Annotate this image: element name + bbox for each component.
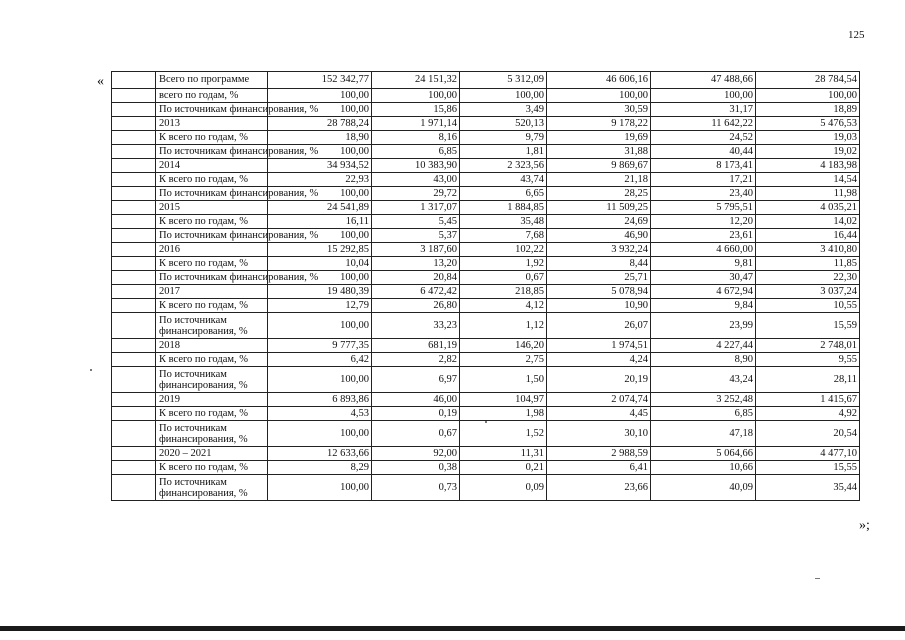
value-cell: 5 795,51 bbox=[651, 201, 756, 215]
value-cell: 3 410,80 bbox=[756, 243, 860, 257]
value-cell: 31,88 bbox=[547, 145, 651, 159]
value-cell: 100,00 bbox=[268, 421, 372, 447]
value-cell: 23,61 bbox=[651, 229, 756, 243]
row-label: По источникам финансирования, % bbox=[156, 475, 268, 501]
value-cell: 4 035,21 bbox=[756, 201, 860, 215]
value-cell: 16,44 bbox=[756, 229, 860, 243]
row-label: По источникам финансирования, % bbox=[156, 187, 268, 201]
value-cell: 30,10 bbox=[547, 421, 651, 447]
table-row bbox=[112, 72, 860, 89]
value-cell: 29,72 bbox=[372, 187, 460, 201]
value-cell: 16,11 bbox=[268, 215, 372, 229]
value-cell: 0,21 bbox=[460, 461, 547, 475]
value-cell: 14,02 bbox=[756, 215, 860, 229]
value-cell: 0,73 bbox=[372, 475, 460, 501]
value-cell: 15,86 bbox=[372, 103, 460, 117]
value-cell: 5,45 bbox=[372, 215, 460, 229]
value-cell: 46 606,16 bbox=[547, 72, 651, 89]
value-cell: 520,13 bbox=[460, 117, 547, 131]
row-label: По источникам финансирования, % bbox=[156, 103, 268, 117]
value-cell: 28,25 bbox=[547, 187, 651, 201]
value-cell: 15,55 bbox=[756, 461, 860, 475]
empty-cell bbox=[112, 103, 156, 117]
empty-cell bbox=[112, 285, 156, 299]
value-cell: 8,44 bbox=[547, 257, 651, 271]
value-cell: 104,97 bbox=[460, 393, 547, 407]
value-cell: 100,00 bbox=[268, 313, 372, 339]
value-cell: 18,89 bbox=[756, 103, 860, 117]
value-cell: 4 672,94 bbox=[651, 285, 756, 299]
value-cell: 92,00 bbox=[372, 447, 460, 461]
empty-cell bbox=[112, 447, 156, 461]
row-label: 2015 bbox=[156, 201, 268, 215]
value-cell: 3 932,24 bbox=[547, 243, 651, 257]
value-cell: 100,00 bbox=[268, 145, 372, 159]
table-row bbox=[112, 229, 860, 243]
value-cell: 30,47 bbox=[651, 271, 756, 285]
value-cell: 20,84 bbox=[372, 271, 460, 285]
empty-cell bbox=[112, 461, 156, 475]
value-cell: 1,52 bbox=[460, 421, 547, 447]
row-label: К всего по годам, % bbox=[156, 257, 268, 271]
value-cell: 11 509,25 bbox=[547, 201, 651, 215]
empty-cell bbox=[112, 215, 156, 229]
row-label: По источникам финансирования, % bbox=[156, 313, 268, 339]
value-cell: 1 884,85 bbox=[460, 201, 547, 215]
row-label: Всего по программе bbox=[156, 72, 268, 89]
row-label: К всего по годам, % bbox=[156, 215, 268, 229]
value-cell: 9 178,22 bbox=[547, 117, 651, 131]
value-cell: 21,18 bbox=[547, 173, 651, 187]
value-cell: 24 541,89 bbox=[268, 201, 372, 215]
value-cell: 0,09 bbox=[460, 475, 547, 501]
value-cell: 4,53 bbox=[268, 407, 372, 421]
empty-cell bbox=[112, 243, 156, 257]
value-cell: 26,07 bbox=[547, 313, 651, 339]
table-row bbox=[112, 407, 860, 421]
empty-cell bbox=[112, 271, 156, 285]
value-cell: 146,20 bbox=[460, 339, 547, 353]
row-label: По источникам финансирования, % bbox=[156, 229, 268, 243]
value-cell: 28 784,54 bbox=[756, 72, 860, 89]
value-cell: 6,97 bbox=[372, 367, 460, 393]
table-row bbox=[112, 313, 860, 339]
value-cell: 30,59 bbox=[547, 103, 651, 117]
value-cell: 100,00 bbox=[372, 89, 460, 103]
value-cell: 11,98 bbox=[756, 187, 860, 201]
value-cell: 11,31 bbox=[460, 447, 547, 461]
table-row bbox=[112, 285, 860, 299]
value-cell: 9,55 bbox=[756, 353, 860, 367]
row-label: К всего по годам, % bbox=[156, 407, 268, 421]
table-row bbox=[112, 393, 860, 407]
value-cell: 23,66 bbox=[547, 475, 651, 501]
value-cell: 5 078,94 bbox=[547, 285, 651, 299]
row-label: К всего по годам, % bbox=[156, 461, 268, 475]
value-cell: 4,92 bbox=[756, 407, 860, 421]
value-cell: 218,85 bbox=[460, 285, 547, 299]
empty-cell bbox=[112, 353, 156, 367]
value-cell: 100,00 bbox=[460, 89, 547, 103]
value-cell: 100,00 bbox=[268, 89, 372, 103]
value-cell: 22,93 bbox=[268, 173, 372, 187]
value-cell: 2 748,01 bbox=[756, 339, 860, 353]
empty-cell bbox=[112, 187, 156, 201]
value-cell: 1,92 bbox=[460, 257, 547, 271]
value-cell: 4,45 bbox=[547, 407, 651, 421]
value-cell: 1 974,51 bbox=[547, 339, 651, 353]
value-cell: 4 183,98 bbox=[756, 159, 860, 173]
value-cell: 2,75 bbox=[460, 353, 547, 367]
table-row bbox=[112, 257, 860, 271]
value-cell: 100,00 bbox=[651, 89, 756, 103]
value-cell: 0,38 bbox=[372, 461, 460, 475]
value-cell: 100,00 bbox=[268, 229, 372, 243]
row-label: 2014 bbox=[156, 159, 268, 173]
row-label: К всего по годам, % bbox=[156, 299, 268, 313]
row-label: По источникам финансирования, % bbox=[156, 367, 268, 393]
value-cell: 20,54 bbox=[756, 421, 860, 447]
table-row bbox=[112, 159, 860, 173]
value-cell: 31,17 bbox=[651, 103, 756, 117]
value-cell: 5 064,66 bbox=[651, 447, 756, 461]
empty-cell bbox=[112, 145, 156, 159]
empty-cell bbox=[112, 89, 156, 103]
empty-cell bbox=[112, 173, 156, 187]
scan-speck bbox=[815, 578, 820, 579]
value-cell: 0,19 bbox=[372, 407, 460, 421]
row-label: 2018 bbox=[156, 339, 268, 353]
value-cell: 43,00 bbox=[372, 173, 460, 187]
scan-bottom-edge bbox=[0, 626, 905, 631]
value-cell: 1 415,67 bbox=[756, 393, 860, 407]
value-cell: 5 476,53 bbox=[756, 117, 860, 131]
table-row bbox=[112, 145, 860, 159]
value-cell: 34 934,52 bbox=[268, 159, 372, 173]
value-cell: 102,22 bbox=[460, 243, 547, 257]
table-row bbox=[112, 117, 860, 131]
value-cell: 19,02 bbox=[756, 145, 860, 159]
value-cell: 12 633,66 bbox=[268, 447, 372, 461]
empty-cell bbox=[112, 475, 156, 501]
value-cell: 2,82 bbox=[372, 353, 460, 367]
value-cell: 10,66 bbox=[651, 461, 756, 475]
table-row bbox=[112, 173, 860, 187]
value-cell: 9 869,67 bbox=[547, 159, 651, 173]
value-cell: 17,21 bbox=[651, 173, 756, 187]
table-row bbox=[112, 201, 860, 215]
value-cell: 6,42 bbox=[268, 353, 372, 367]
value-cell: 12,79 bbox=[268, 299, 372, 313]
table-row bbox=[112, 131, 860, 145]
value-cell: 2 074,74 bbox=[547, 393, 651, 407]
empty-cell bbox=[112, 421, 156, 447]
value-cell: 6,85 bbox=[651, 407, 756, 421]
value-cell: 33,23 bbox=[372, 313, 460, 339]
value-cell: 0,67 bbox=[372, 421, 460, 447]
empty-cell bbox=[112, 257, 156, 271]
value-cell: 5 312,09 bbox=[460, 72, 547, 89]
value-cell: 4,12 bbox=[460, 299, 547, 313]
row-label: К всего по годам, % bbox=[156, 173, 268, 187]
value-cell: 19,03 bbox=[756, 131, 860, 145]
value-cell: 23,40 bbox=[651, 187, 756, 201]
value-cell: 11,85 bbox=[756, 257, 860, 271]
value-cell: 0,67 bbox=[460, 271, 547, 285]
table-row bbox=[112, 421, 860, 447]
value-cell: 8,90 bbox=[651, 353, 756, 367]
table-row bbox=[112, 475, 860, 501]
row-label: всего по годам, % bbox=[156, 89, 268, 103]
empty-cell bbox=[112, 159, 156, 173]
value-cell: 3 252,48 bbox=[651, 393, 756, 407]
empty-cell bbox=[112, 72, 156, 89]
table-row bbox=[112, 187, 860, 201]
value-cell: 3 037,24 bbox=[756, 285, 860, 299]
value-cell: 28 788,24 bbox=[268, 117, 372, 131]
value-cell: 26,80 bbox=[372, 299, 460, 313]
value-cell: 100,00 bbox=[268, 475, 372, 501]
empty-cell bbox=[112, 299, 156, 313]
value-cell: 2 323,56 bbox=[460, 159, 547, 173]
value-cell: 10,55 bbox=[756, 299, 860, 313]
value-cell: 19 480,39 bbox=[268, 285, 372, 299]
value-cell: 10,04 bbox=[268, 257, 372, 271]
value-cell: 35,48 bbox=[460, 215, 547, 229]
row-label: По источникам финансирования, % bbox=[156, 271, 268, 285]
table-row bbox=[112, 271, 860, 285]
value-cell: 47 488,66 bbox=[651, 72, 756, 89]
value-cell: 100,00 bbox=[268, 271, 372, 285]
value-cell: 6,85 bbox=[372, 145, 460, 159]
value-cell: 1 317,07 bbox=[372, 201, 460, 215]
value-cell: 100,00 bbox=[268, 187, 372, 201]
value-cell: 24,69 bbox=[547, 215, 651, 229]
value-cell: 6 893,86 bbox=[268, 393, 372, 407]
row-label: 2017 bbox=[156, 285, 268, 299]
table-row bbox=[112, 299, 860, 313]
row-label: По источникам финансирования, % bbox=[156, 145, 268, 159]
value-cell: 8 173,41 bbox=[651, 159, 756, 173]
value-cell: 20,19 bbox=[547, 367, 651, 393]
empty-cell bbox=[112, 201, 156, 215]
value-cell: 7,68 bbox=[460, 229, 547, 243]
empty-cell bbox=[112, 131, 156, 145]
value-cell: 15 292,85 bbox=[268, 243, 372, 257]
value-cell: 6,65 bbox=[460, 187, 547, 201]
empty-cell bbox=[112, 393, 156, 407]
value-cell: 46,90 bbox=[547, 229, 651, 243]
scan-speck bbox=[90, 369, 92, 371]
value-cell: 11 642,22 bbox=[651, 117, 756, 131]
row-label: К всего по годам, % bbox=[156, 131, 268, 145]
value-cell: 3 187,60 bbox=[372, 243, 460, 257]
value-cell: 681,19 bbox=[372, 339, 460, 353]
value-cell: 14,54 bbox=[756, 173, 860, 187]
row-label: 2016 bbox=[156, 243, 268, 257]
funding-table bbox=[111, 71, 860, 501]
table-row bbox=[112, 367, 860, 393]
table-row bbox=[112, 89, 860, 103]
value-cell: 152 342,77 bbox=[268, 72, 372, 89]
value-cell: 6 472,42 bbox=[372, 285, 460, 299]
value-cell: 13,20 bbox=[372, 257, 460, 271]
value-cell: 8,29 bbox=[268, 461, 372, 475]
value-cell: 9,81 bbox=[651, 257, 756, 271]
value-cell: 43,74 bbox=[460, 173, 547, 187]
value-cell: 19,69 bbox=[547, 131, 651, 145]
value-cell: 40,09 bbox=[651, 475, 756, 501]
value-cell: 2 988,59 bbox=[547, 447, 651, 461]
empty-cell bbox=[112, 229, 156, 243]
value-cell: 18,90 bbox=[268, 131, 372, 145]
row-label: 2013 bbox=[156, 117, 268, 131]
value-cell: 9,79 bbox=[460, 131, 547, 145]
empty-cell bbox=[112, 313, 156, 339]
closing-quote-mark: »; bbox=[859, 518, 870, 533]
value-cell: 100,00 bbox=[268, 103, 372, 117]
value-cell: 25,71 bbox=[547, 271, 651, 285]
value-cell: 10,90 bbox=[547, 299, 651, 313]
value-cell: 22,30 bbox=[756, 271, 860, 285]
scan-speck bbox=[485, 421, 487, 423]
value-cell: 43,24 bbox=[651, 367, 756, 393]
empty-cell bbox=[112, 407, 156, 421]
page-number: 125 bbox=[848, 29, 865, 41]
funding-table-body bbox=[112, 72, 860, 501]
value-cell: 100,00 bbox=[268, 367, 372, 393]
table-row bbox=[112, 103, 860, 117]
table-row bbox=[112, 339, 860, 353]
value-cell: 4 660,00 bbox=[651, 243, 756, 257]
value-cell: 1,98 bbox=[460, 407, 547, 421]
value-cell: 8,16 bbox=[372, 131, 460, 145]
value-cell: 1,50 bbox=[460, 367, 547, 393]
value-cell: 100,00 bbox=[756, 89, 860, 103]
row-label: По источникам финансирования, % bbox=[156, 421, 268, 447]
value-cell: 6,41 bbox=[547, 461, 651, 475]
value-cell: 15,59 bbox=[756, 313, 860, 339]
value-cell: 1,12 bbox=[460, 313, 547, 339]
table-row bbox=[112, 461, 860, 475]
value-cell: 24 151,32 bbox=[372, 72, 460, 89]
value-cell: 24,52 bbox=[651, 131, 756, 145]
value-cell: 40,44 bbox=[651, 145, 756, 159]
value-cell: 9 777,35 bbox=[268, 339, 372, 353]
value-cell: 4,24 bbox=[547, 353, 651, 367]
value-cell: 1 971,14 bbox=[372, 117, 460, 131]
value-cell: 12,20 bbox=[651, 215, 756, 229]
value-cell: 9,84 bbox=[651, 299, 756, 313]
value-cell: 100,00 bbox=[547, 89, 651, 103]
value-cell: 23,99 bbox=[651, 313, 756, 339]
value-cell: 1,81 bbox=[460, 145, 547, 159]
value-cell: 47,18 bbox=[651, 421, 756, 447]
empty-cell bbox=[112, 117, 156, 131]
value-cell: 5,37 bbox=[372, 229, 460, 243]
value-cell: 28,11 bbox=[756, 367, 860, 393]
table-row bbox=[112, 353, 860, 367]
table-row bbox=[112, 243, 860, 257]
value-cell: 3,49 bbox=[460, 103, 547, 117]
value-cell: 4 477,10 bbox=[756, 447, 860, 461]
value-cell: 35,44 bbox=[756, 475, 860, 501]
empty-cell bbox=[112, 339, 156, 353]
value-cell: 46,00 bbox=[372, 393, 460, 407]
row-label: 2020 – 2021 bbox=[156, 447, 268, 461]
row-label: 2019 bbox=[156, 393, 268, 407]
empty-cell bbox=[112, 367, 156, 393]
row-label: К всего по годам, % bbox=[156, 353, 268, 367]
value-cell: 10 383,90 bbox=[372, 159, 460, 173]
opening-quote-mark: « bbox=[97, 74, 104, 89]
table-row bbox=[112, 447, 860, 461]
table-row bbox=[112, 215, 860, 229]
value-cell: 4 227,44 bbox=[651, 339, 756, 353]
